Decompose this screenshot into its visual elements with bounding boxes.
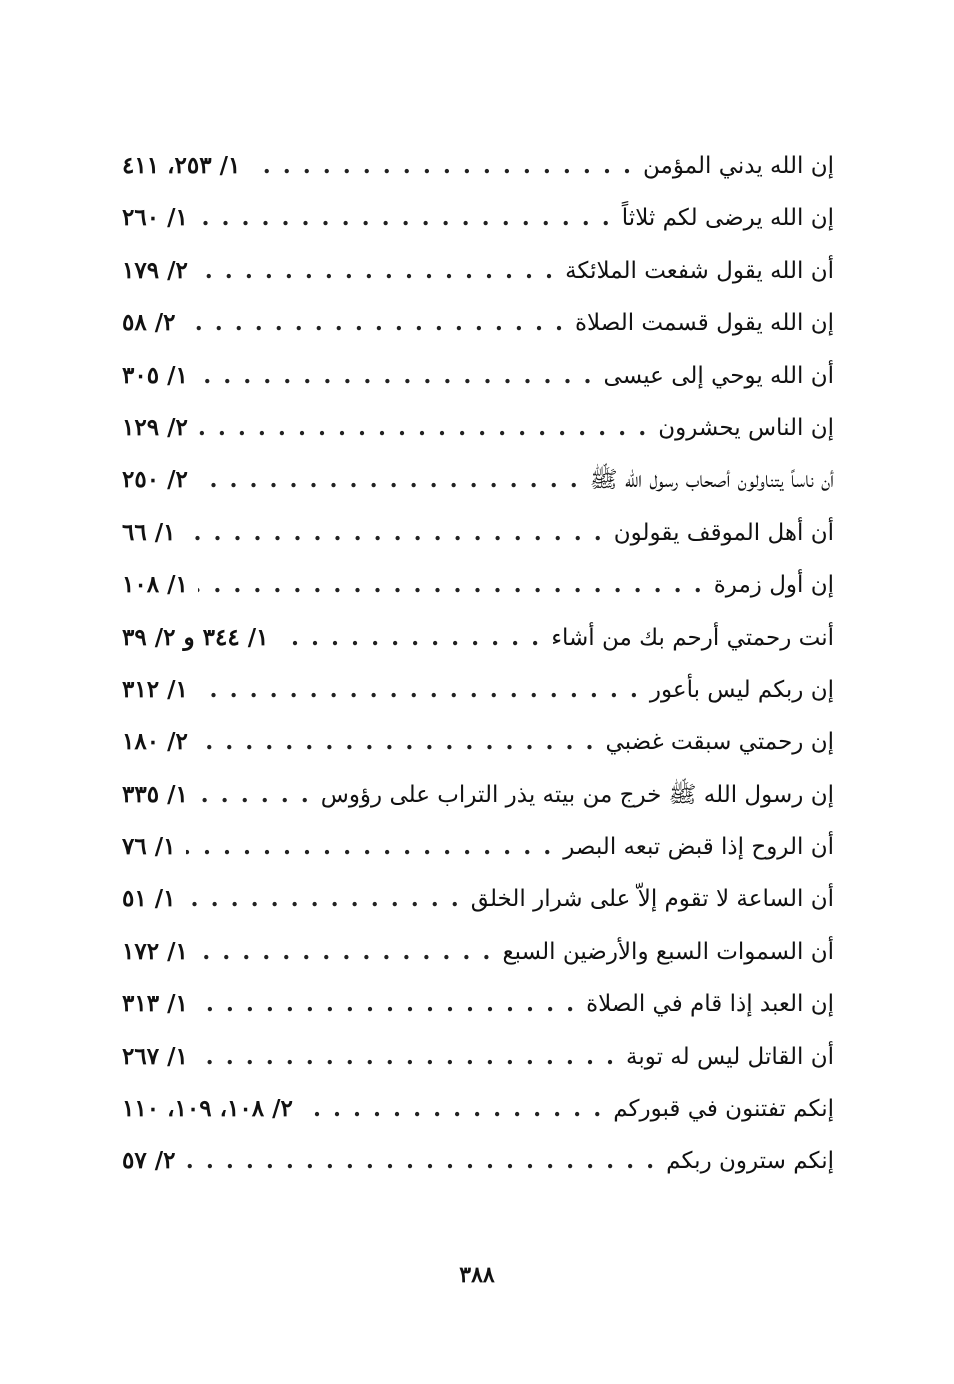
dot-leader [186, 297, 565, 349]
entry-title: أن الروح إذا قبض تبعه البصر [563, 834, 834, 861]
dot-leader [198, 559, 704, 611]
entry-reference: ١/ ٣٣٥ [122, 780, 188, 808]
dot-leader [186, 507, 604, 559]
entry-title: إن رحمتي سبقت غضبي [605, 729, 834, 756]
entry-reference: ٢/ ١٢٩ [122, 413, 188, 441]
entry-title: إن رسول الله ﷺ خرج من بيته يذر التراب على رؤوس [320, 781, 834, 808]
entry-title: إن أول زمرة [713, 572, 834, 599]
entry-title: أن الله يوحي إلى عيسى [603, 362, 834, 389]
entry-title: أن الله يقول شفعت الملائكة [565, 257, 834, 284]
entry-title: إنكم سترون ربكم [666, 1148, 834, 1175]
dot-leader [250, 140, 633, 192]
index-entry [122, 873, 834, 925]
index-entry [122, 821, 834, 873]
index-entry [122, 454, 834, 506]
dot-leader [198, 245, 555, 297]
index-entry [122, 350, 834, 402]
hadith-index-list [122, 140, 834, 1188]
entry-reference: ٢/ ١٧٩ [122, 256, 188, 284]
entry-reference: ١/ ١٠٨ [122, 571, 188, 599]
entry-title: إنكم تفتنون في قبوركم [613, 1096, 834, 1123]
dot-leader [186, 873, 461, 925]
index-entry [122, 926, 834, 978]
entry-reference: ٢/ ١٨٠ [122, 728, 188, 756]
dot-leader [198, 350, 594, 402]
dot-leader [198, 769, 311, 821]
entry-title: إن العبد إذا قام في الصلاة [586, 991, 834, 1018]
index-entry [122, 1031, 834, 1083]
entry-title: أن الساعة لا تقوم إلاّ على شرار الخلق [470, 886, 834, 913]
entry-reference: ١/ ٥١ [122, 885, 176, 913]
index-entry [122, 402, 834, 454]
entry-reference: ٢/ ٥٧ [122, 1147, 176, 1175]
entry-reference: ٢/ ٥٨ [122, 309, 176, 337]
entry-reference: ١/ ٢٥٣، ٤١١ [122, 152, 241, 179]
entry-title: أنت رحمتي أرحم بك من أشاء [551, 624, 834, 651]
index-entry [122, 507, 834, 559]
index-entry [122, 140, 834, 192]
entry-reference: ٢/ ١٠٨، ١٠٩، ١١٠ [122, 1095, 293, 1123]
entry-reference: ١/ ٣٠٥ [122, 361, 188, 389]
entry-reference: ١/ ٣٤٤ و ٢/ ٣٩ [122, 623, 269, 651]
dot-leader [198, 926, 493, 978]
index-entry [122, 612, 834, 664]
dot-leader [198, 716, 596, 768]
entry-title: إن ربكم ليس بأعور [649, 676, 834, 703]
dot-leader [186, 1135, 657, 1187]
index-entry [122, 559, 834, 611]
dot-leader [303, 1083, 603, 1135]
dot-leader [198, 454, 580, 506]
dot-leader [198, 402, 648, 454]
entry-reference: ١/ ٧٦ [122, 833, 176, 861]
page-number: ٣٨٨ [459, 1262, 495, 1288]
entry-title: إن الله يدني المؤمن [642, 153, 834, 179]
dot-leader [278, 612, 541, 664]
dot-leader [198, 192, 612, 244]
entry-reference: ١/ ٣١٢ [122, 675, 188, 703]
index-entry [122, 1135, 834, 1187]
entry-reference: ٢/ ٢٥٠ [122, 466, 188, 494]
dot-leader [198, 978, 576, 1030]
entry-title: إن الناس يحشرون [658, 414, 834, 441]
index-entry [122, 297, 834, 349]
entry-title: أن ناساً يتناولون أصحاب رسول الله ﷺ [589, 467, 834, 494]
index-entry [122, 1083, 834, 1135]
entry-title: أن السموات السبع والأرضين السبع [502, 938, 834, 965]
dot-leader [186, 821, 554, 873]
entry-title: أن أهل الموقف يقولون [613, 519, 834, 546]
entry-reference: ١/ ٣١٣ [122, 990, 188, 1018]
dot-leader [198, 664, 640, 716]
index-entry [122, 245, 834, 297]
entry-reference: ١/ ٢٦٠ [122, 204, 188, 232]
dot-leader [198, 1031, 616, 1083]
entry-reference: ١/ ١٧٢ [122, 937, 188, 965]
index-entry [122, 192, 834, 244]
entry-title: إن الله يرضى لكم ثلاثاً [621, 205, 834, 232]
entry-reference: ١/ ٢٦٧ [122, 1042, 188, 1070]
entry-title: أن القاتل ليس له توبة [625, 1043, 834, 1070]
index-entry [122, 978, 834, 1030]
index-entry [122, 664, 834, 716]
index-entry [122, 716, 834, 768]
index-entry [122, 769, 834, 821]
entry-reference: ١/ ٦٦ [122, 518, 176, 546]
entry-title: إن الله يقول قسمت الصلاة [574, 310, 834, 337]
